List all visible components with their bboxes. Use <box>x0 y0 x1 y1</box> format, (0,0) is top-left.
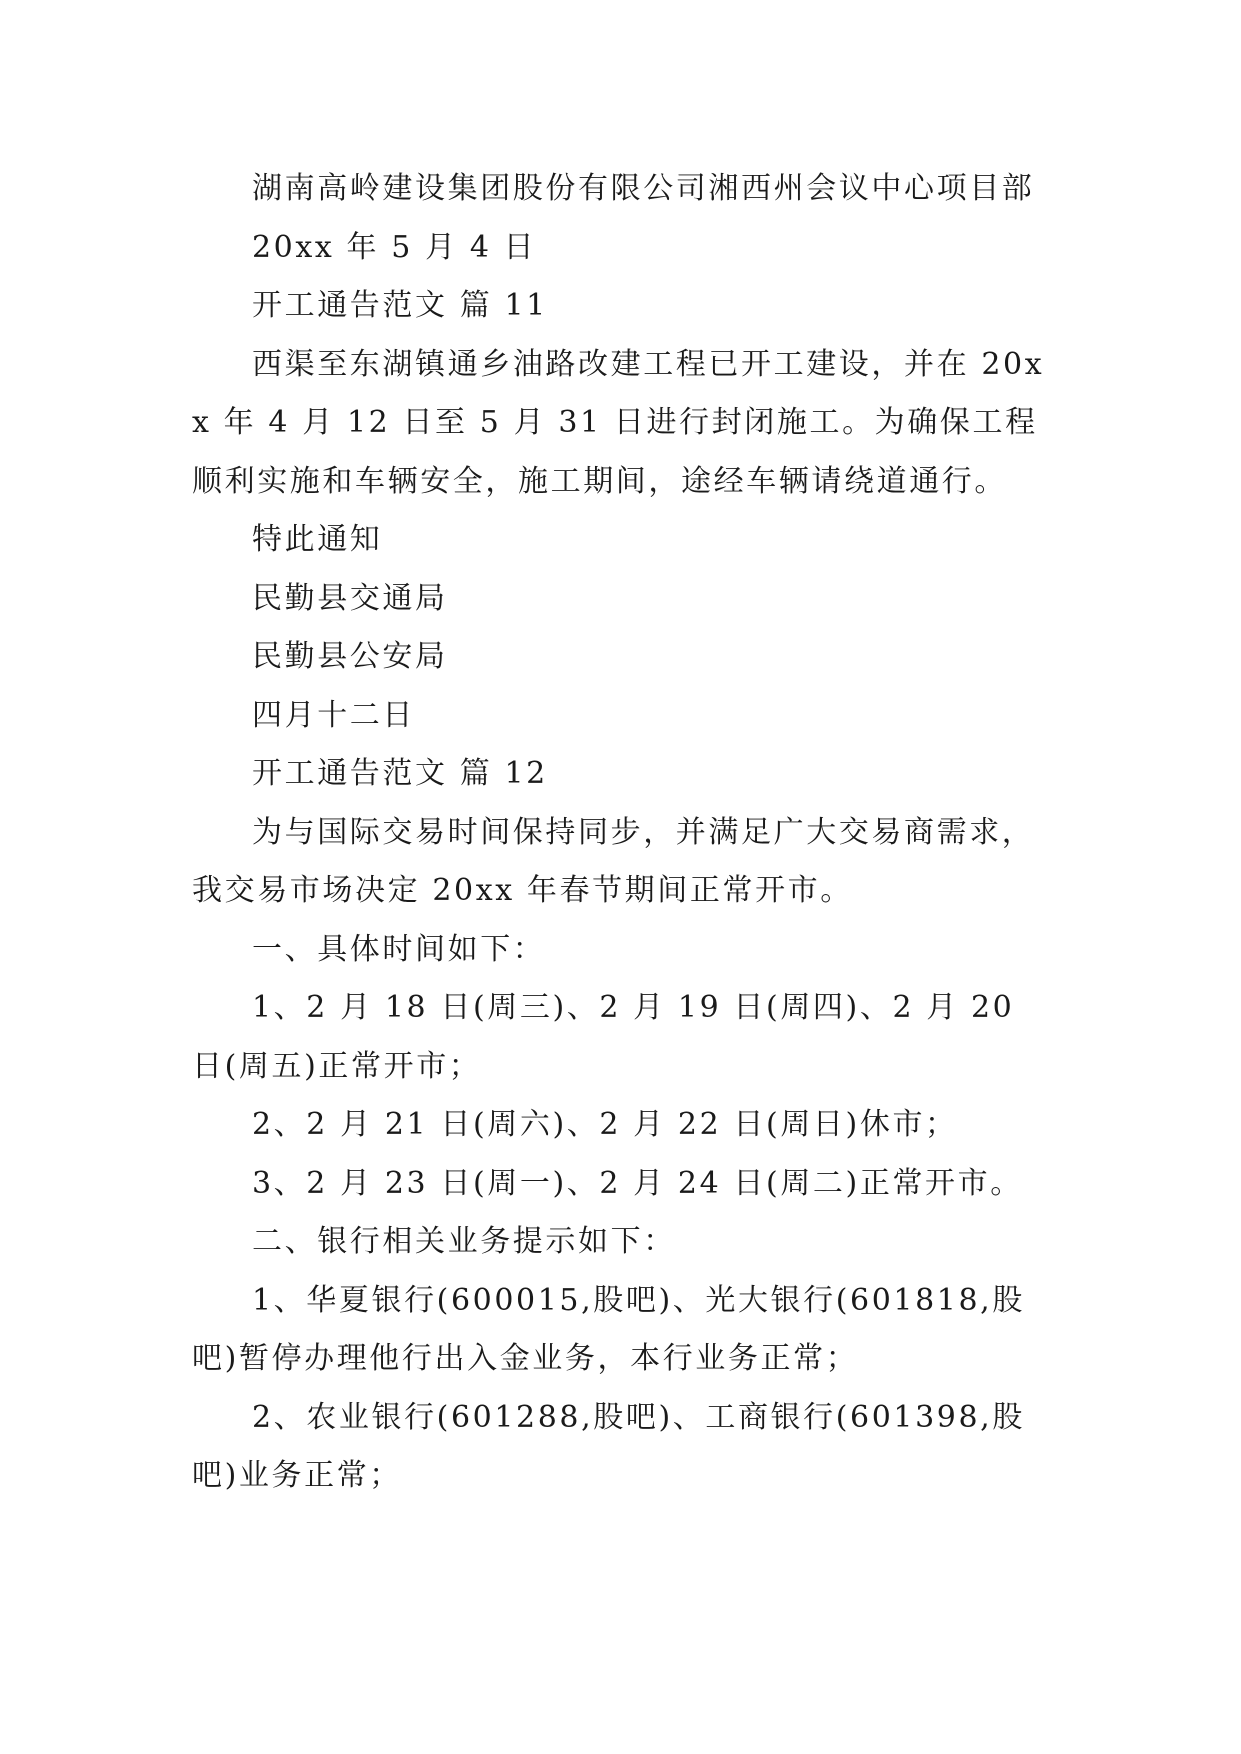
schedule-item-1: 1、2 月 18 日(周三)、2 月 19 日(周四)、2 月 20 日(周五)正常开市； <box>192 990 1015 1084</box>
notice-closing: 特此通知 <box>252 522 383 557</box>
bank-heading: 二、银行相关业务提示如下： <box>252 1224 676 1259</box>
date-line: 20xx 年 5 月 4 日 <box>252 229 537 265</box>
road-closure-paragraph: 西渠至东湖镇通乡油路改建工程已开工建设，并在 20xx 年 4 月 12 日至 5 月 31 日进行封闭施工。为确保工程顺利实施和车辆安全，施工期间，途经车辆请绕道通行。 <box>192 346 1045 499</box>
section-title-12: 开工通告范文 篇 12 <box>252 756 548 791</box>
market-opening-paragraph: 为与国际交易时间保持同步，并满足广大交易商需求，我交易市场决定 20xx 年春节期间正常开市。 <box>192 814 1035 908</box>
issuer-transport-bureau: 民勤县交通局 <box>252 580 448 616</box>
schedule-item-2: 2、2 月 21 日(周六)、2 月 22 日(周日)休市； <box>252 1107 958 1142</box>
schedule-heading: 一、具体时间如下： <box>252 931 546 967</box>
bank-item-1: 1、华夏银行(600015,股吧)、光大银行(601818,股吧)暂停办理他行出入金业务，本行业务正常； <box>192 1282 1025 1376</box>
project-department-line: 湖南高岭建设集团股份有限公司湘西州会议中心项目部 <box>252 171 1035 206</box>
bank-item-2: 2、农业银行(601288,股吧)、工商银行(601398,股吧)业务正常； <box>192 1399 1025 1493</box>
issue-date: 四月十二日 <box>252 697 415 733</box>
issuer-public-security-bureau: 民勤县公安局 <box>252 639 448 674</box>
document-body <box>192 160 1054 1506</box>
schedule-item-3: 3、2 月 23 日(周一)、2 月 24 日(周二)正常开市。 <box>252 1165 1023 1201</box>
section-title-11: 开工通告范文 篇 11 <box>252 288 548 323</box>
